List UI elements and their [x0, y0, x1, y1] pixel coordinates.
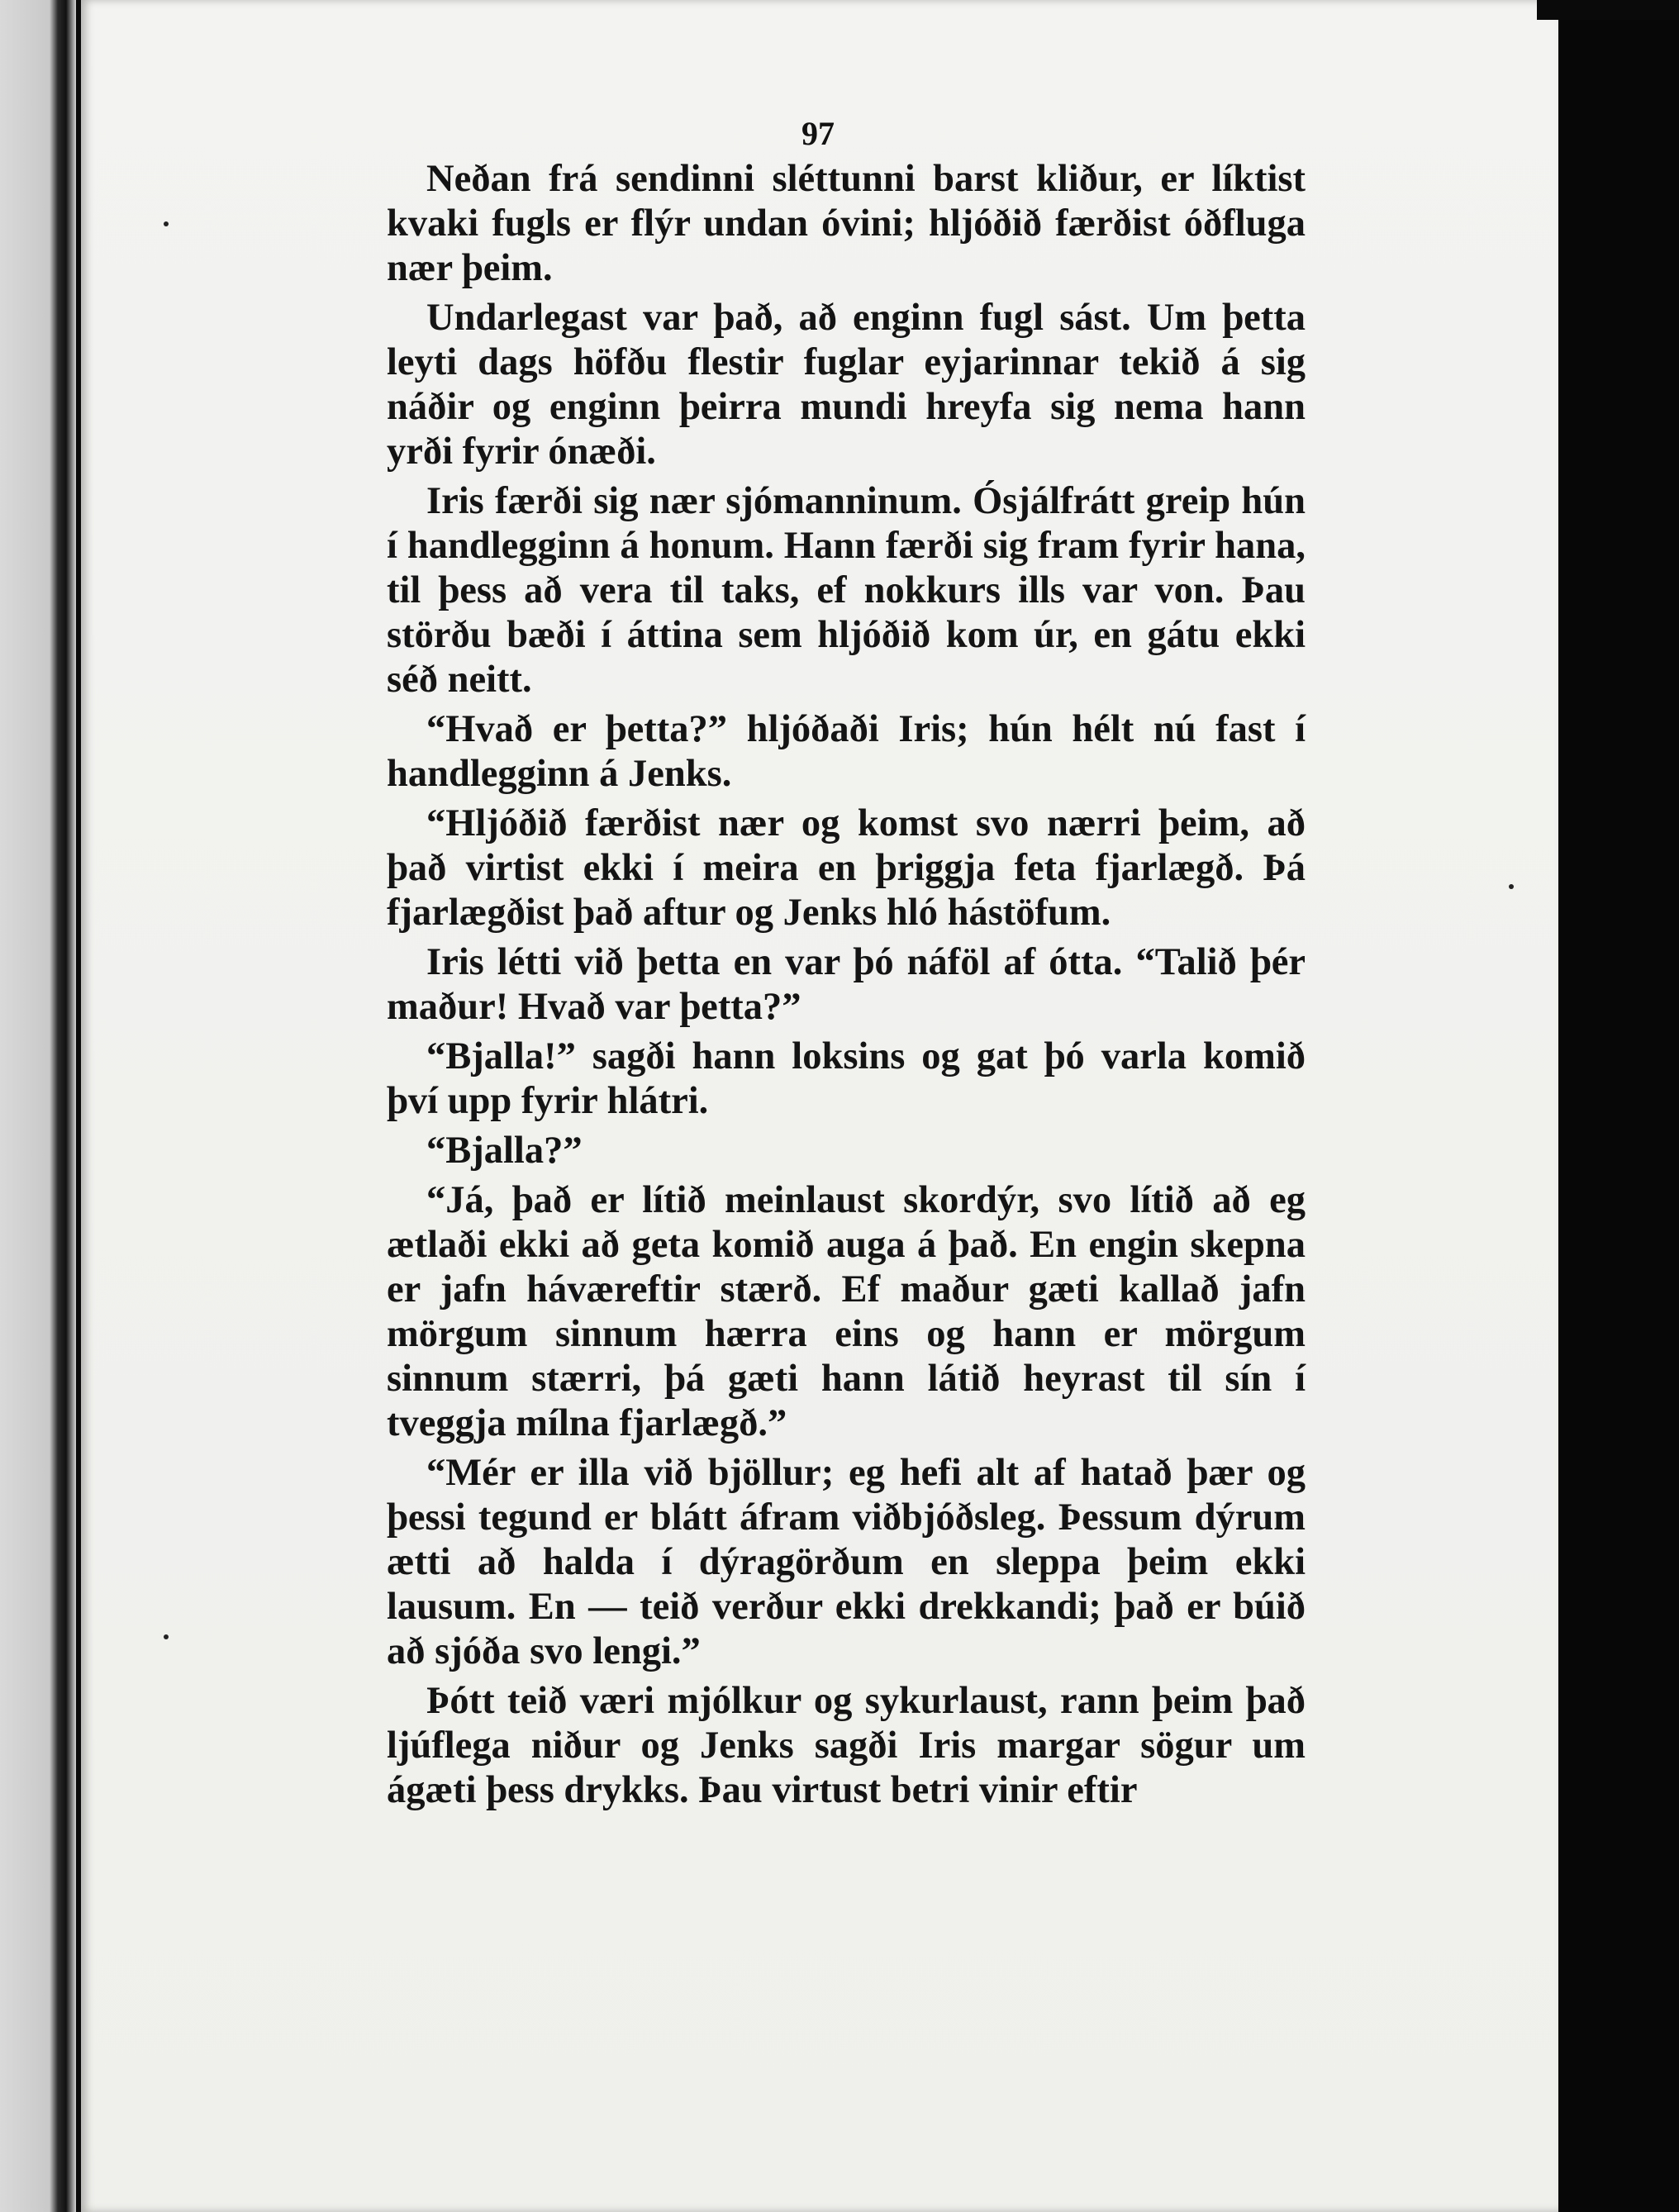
dust-speck	[1509, 884, 1514, 889]
paragraph-2: Undarlegast var það, að enginn fugl sást. Um þetta leyti dags höfðu flestir fuglar eyjarinnar tekið á sig náðir og enginn þeirra mundi hreyfa sig nema hann yrði fyrir ónæði.	[387, 297, 1306, 473]
paragraph-9: “Já, það er lítið meinlaust skordýr, svo lítið að eg ætlaði ekki að geta komið auga á það. En engin skepna er jafn háværeftir stærð. Ef maður gæti kallað jafn mörgum sinnum hærra eins og hann er mörgum sinnum stærri, þá gæti hann látið heyrast til sín í tveggja mílna fjarlægð.”	[387, 1179, 1306, 1444]
paragraph-10: “Mér er illa við bjöllur; eg hefi alt af hatað þær og þessi tegund er blátt áfram viðbjóðsleg. Þessum dýrum ætti að halda í dýragörðum en sleppa þeim ekki lausum. En — teið verður ekki drekkandi; það er búið að sjóða svo lengi.”	[387, 1452, 1306, 1672]
dust-speck	[164, 221, 169, 226]
paragraph-7: “Bjalla!” sagði hann loksins og gat þó varla komið því upp fyrir hlátri.	[387, 1035, 1306, 1122]
paragraph-3: Iris færði sig nær sjómanninum. Ósjálfrátt greip hún í handlegginn á honum. Hann færði sig fram fyrir hana, til þess að vera til taks, ef nokkurs ills var von. Þau störðu bæði í áttina sem hljóðið kom úr, en gátu ekki séð neitt.	[387, 480, 1306, 701]
dust-speck	[164, 1634, 169, 1639]
book-gutter	[0, 0, 76, 2212]
body-text	[387, 157, 1306, 1818]
paragraph-11: Þótt teið væri mjólkur og sykurlaust, rann þeim það ljúflega niður og Jenks sagði Iris margar sögur um ágæti þess drykks. Þau virtust betri vinir eftir	[387, 1680, 1306, 1811]
page-number: 97	[801, 115, 835, 152]
paragraph-1: Neðan frá sendinni sléttunni barst kliður, er líktist kvaki fugls er flýr undan óvini; hljóðið færðist óðfluga nær þeim.	[387, 158, 1306, 289]
scan-border-top	[1537, 0, 1679, 20]
paragraph-8: “Bjalla?”	[426, 1130, 583, 1172]
paragraph-6: Iris létti við þetta en var þó náföl af ótta. “Talið þér maður! Hvað var þetta?”	[387, 941, 1306, 1028]
scan-border-right	[1558, 18, 1679, 2212]
paragraph-5: “Hljóðið færðist nær og komst svo nærri þeim, að það virtist ekki í meira en þriggja feta fjarlægð. Þá fjarlægðist það aftur og Jenks hló hástöfum.	[387, 802, 1306, 934]
paragraph-4: “Hvað er þetta?” hljóðaði Iris; hún hélt nú fast í handlegginn á Jenks.	[387, 708, 1306, 795]
